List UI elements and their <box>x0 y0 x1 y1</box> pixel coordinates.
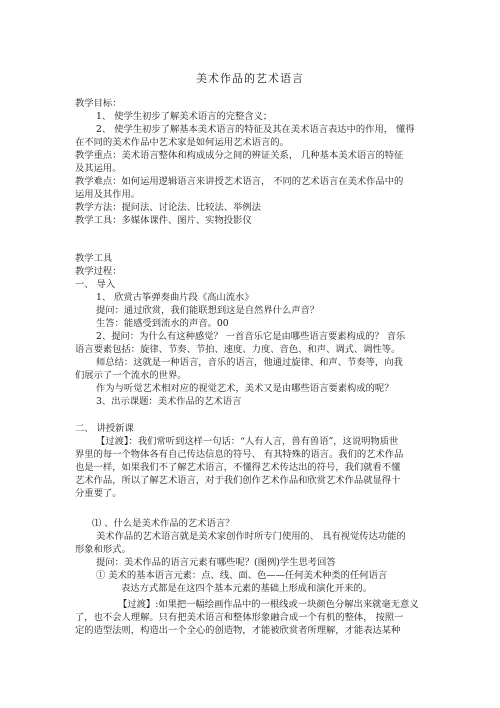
section-heading-tools: 教学工具 <box>75 253 113 264</box>
paragraph-line: 运用及其作用。 <box>75 189 141 200</box>
paragraph-line: 教学重点：美术语言整体和构成成分之间的辨证关系， 几种基本美术语言的特征 <box>75 150 404 161</box>
section-heading-new-lesson: 二、 讲授新课 <box>75 423 134 434</box>
paragraph-line: 分重要了。 <box>75 488 122 499</box>
paragraph-line: 及其运用。 <box>75 163 122 174</box>
paragraph-line: 师总结：这就是一种语言，音乐的语言，他通过旋律、和声、节奏等，向我 <box>96 357 403 368</box>
paragraph-line: 在不同的美术作品中艺术家是如何运用艺术语言的。 <box>75 137 289 148</box>
paragraph-line: 教学方法：提问法、讨论法、比较法、举例法 <box>75 202 261 213</box>
paragraph-line: 生答：能感受到流水的声音。00 <box>96 318 229 329</box>
paragraph-line: 形象和形式。 <box>75 544 131 555</box>
paragraph-line: 教学工具：多媒体课件、图片、实物投影仪 <box>75 215 252 226</box>
paragraph-line: 们展示了一个流水的世界。 <box>75 370 187 381</box>
paragraph-line: 语言要素包括：旋律、节奏、节拍、速度、力度、音色、和声、调式、调性等。 <box>75 344 401 355</box>
paragraph-line: 提问：美术作品的语言元素有哪些呢？(图例)学生思考回答 <box>96 557 336 568</box>
paragraph-line: 提问：通过欣赏，我们能联想到这是自然界什么声音？ <box>96 305 320 316</box>
paragraph-line: 了，也不会人理解。只有把美术语言和整体形象融合成一个有机的整体， 按照一 <box>75 612 404 623</box>
paragraph-line: 1、 欣赏古筝弹奏曲片段《高山流水》 <box>96 292 254 303</box>
paragraph-line: 表达方式都是在这四个基本元素的基础上形成和演化开来的。 <box>121 583 373 594</box>
paragraph-line: 【过渡】：我们常听到这样一句话：“人有人言，兽有兽语”，这说明物质世 <box>96 436 399 447</box>
paragraph-line: 教学难点：如何运用逻辑语言来讲授艺术语言， 不同的艺术语言在美术作品中的 <box>75 176 404 187</box>
paragraph-line: 美术作品的艺术语言就是美术家创作时所专门使用的、 具有视觉传达功能的 <box>96 531 406 542</box>
paragraph-line: ① 美术的基本语言元素：点、线、面、色——任何美术种类的任何语言 <box>96 570 388 581</box>
section-heading-process: 教学过程： <box>75 266 122 277</box>
section-heading-objectives: 教学目标： <box>75 98 122 109</box>
document-title: 美术作品的艺术语言 <box>196 72 304 85</box>
paragraph-line: 艺术作品，所以了解艺术语言，对于我们创作艺术作品和欣赏艺术作品就显得十 <box>75 475 401 486</box>
paragraph-line: 定的造型法则，构造出一个全心的创造物，才能被欣赏者所理解，才能表达某种 <box>75 625 401 636</box>
paragraph-line: 1、 使学生初步了解美术语言的完整含义； <box>96 111 273 122</box>
paragraph-line: 作为与听觉艺术相对应的视觉艺术，美术又是由哪些语言要素构成的呢？ <box>96 383 394 394</box>
subsection-heading: ⑴ 、什么是美术作品的艺术语言？ <box>92 518 235 529</box>
paragraph-line: 2、 使学生初步了解基本美术语言的特征及其在美术语言表达中的作用， 懂得 <box>96 124 415 135</box>
paragraph-line: 【过渡】:如果把一幅绘画作品中的一根线或一块颜色分解出来就毫无意义 <box>118 599 419 610</box>
paragraph-line: 2、提问：为什么有这种感觉？ 一首音乐它是由哪些语言要素构成的？ 音乐 <box>96 331 406 342</box>
paragraph-line: 3、出示课题：美术作品的艺术语言 <box>96 396 242 407</box>
section-heading-intro: 一、 导入 <box>75 279 116 290</box>
paragraph-line: 也是一样，如果我们不了解艺术语言，不懂得艺术传达出的符号，我们就看不懂 <box>75 462 401 473</box>
paragraph-line: 界里的每一个物体各有自己传达信息的符号、 有其特殊的语言。我们的艺术作品 <box>75 449 404 460</box>
